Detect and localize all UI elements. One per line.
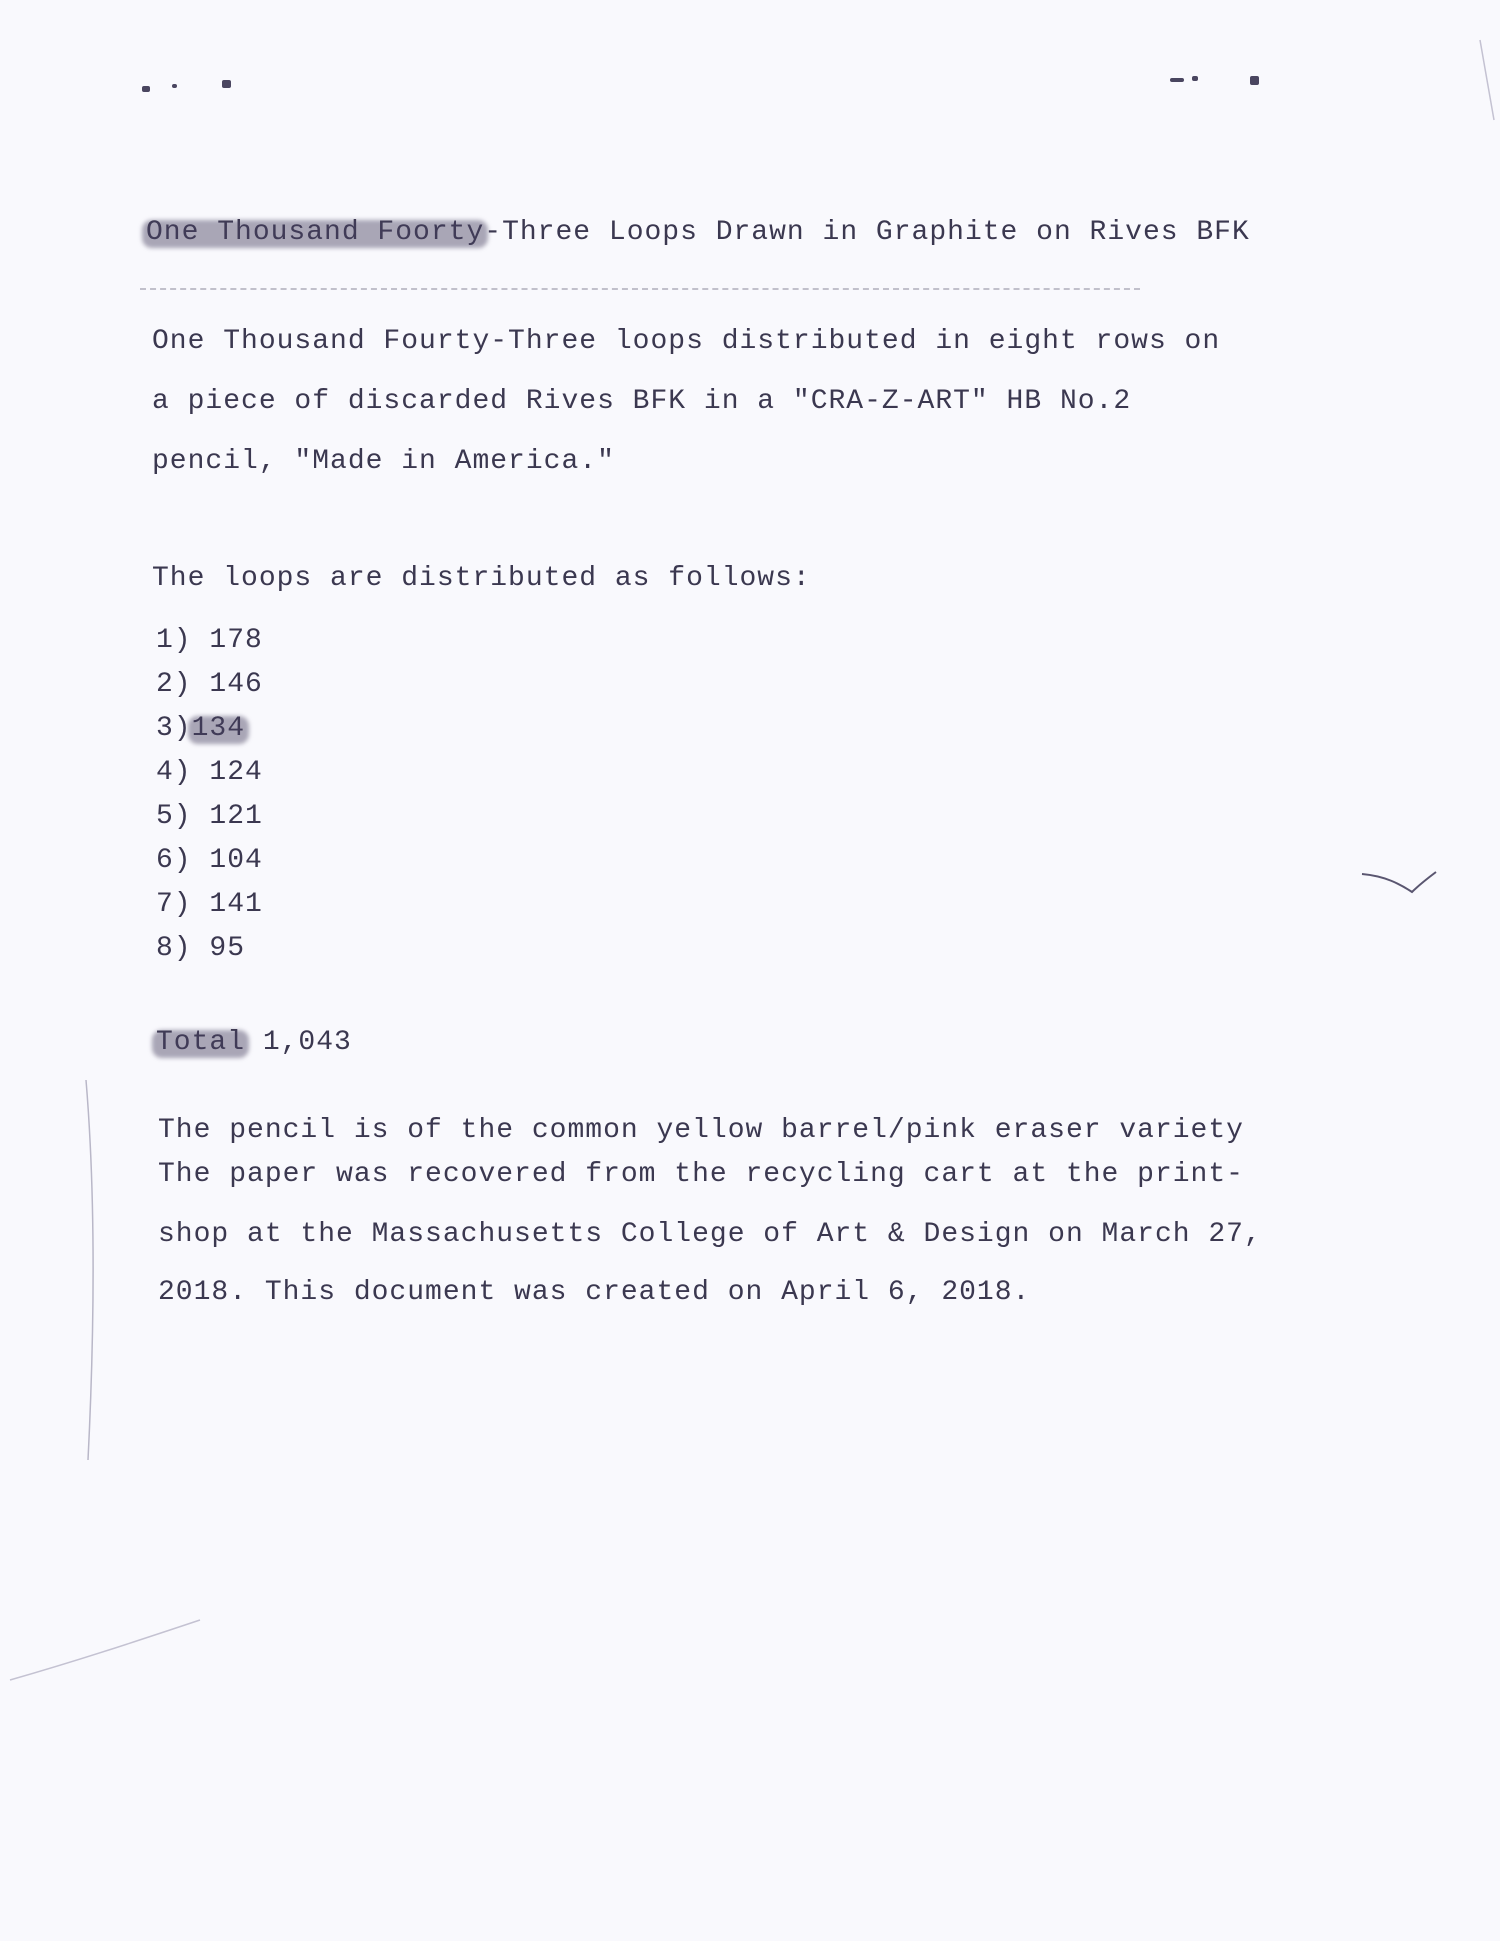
closing-line: The pencil is of the common yellow barrel/pink eraser variety: [158, 1115, 1244, 1146]
row-label: 6): [156, 845, 192, 876]
list-item: [156, 888, 263, 922]
row-value: 178: [209, 625, 263, 656]
row-label: 8): [156, 933, 192, 964]
list-item: [156, 932, 245, 966]
row-label: 4): [156, 757, 192, 788]
list-item: [156, 712, 245, 746]
intro-line: a piece of discarded Rives BFK in a "CRA-Z-ART" HB No.2: [152, 386, 1132, 417]
row-label: 3): [156, 713, 192, 744]
list-item: [156, 844, 263, 878]
list-item: [156, 756, 263, 790]
row-value: 121: [209, 801, 263, 832]
row-label: 5): [156, 801, 192, 832]
closing-line: The paper was recovered from the recycling cart at the print-: [158, 1159, 1244, 1190]
row-value: 124: [209, 757, 263, 788]
struck-title-text: One Thousand Foorty: [146, 217, 485, 248]
closing-line: 2018. This document was created on April 6, 2018.: [158, 1277, 1031, 1308]
dashed-divider: [140, 288, 1140, 292]
row-value: 141: [209, 889, 263, 920]
row-label: 2): [156, 669, 192, 700]
document-title: [146, 216, 1250, 250]
total-value: 1,043: [262, 1027, 352, 1058]
closing-line: shop at the Massachusetts College of Art & Design on March 27,: [158, 1219, 1262, 1250]
row-value: 134: [191, 713, 246, 744]
row-value: 146: [209, 669, 263, 700]
total-label: Total: [156, 1027, 246, 1058]
total-line: [156, 1026, 352, 1060]
list-heading: The loops are distributed as follows:: [152, 563, 811, 594]
title-text: -Three Loops Drawn in Graphite on Rives BFK: [484, 217, 1250, 248]
row-label: 1): [156, 625, 192, 656]
row-value: 95: [209, 933, 246, 964]
intro-line: pencil, "Made in America.": [152, 446, 615, 477]
list-item: [156, 800, 263, 834]
intro-line: One Thousand Fourty-Three loops distributed in eight rows on: [152, 326, 1221, 357]
list-item: [156, 624, 263, 658]
row-value: 104: [209, 845, 263, 876]
list-item: [156, 668, 263, 702]
row-label: 7): [156, 889, 192, 920]
